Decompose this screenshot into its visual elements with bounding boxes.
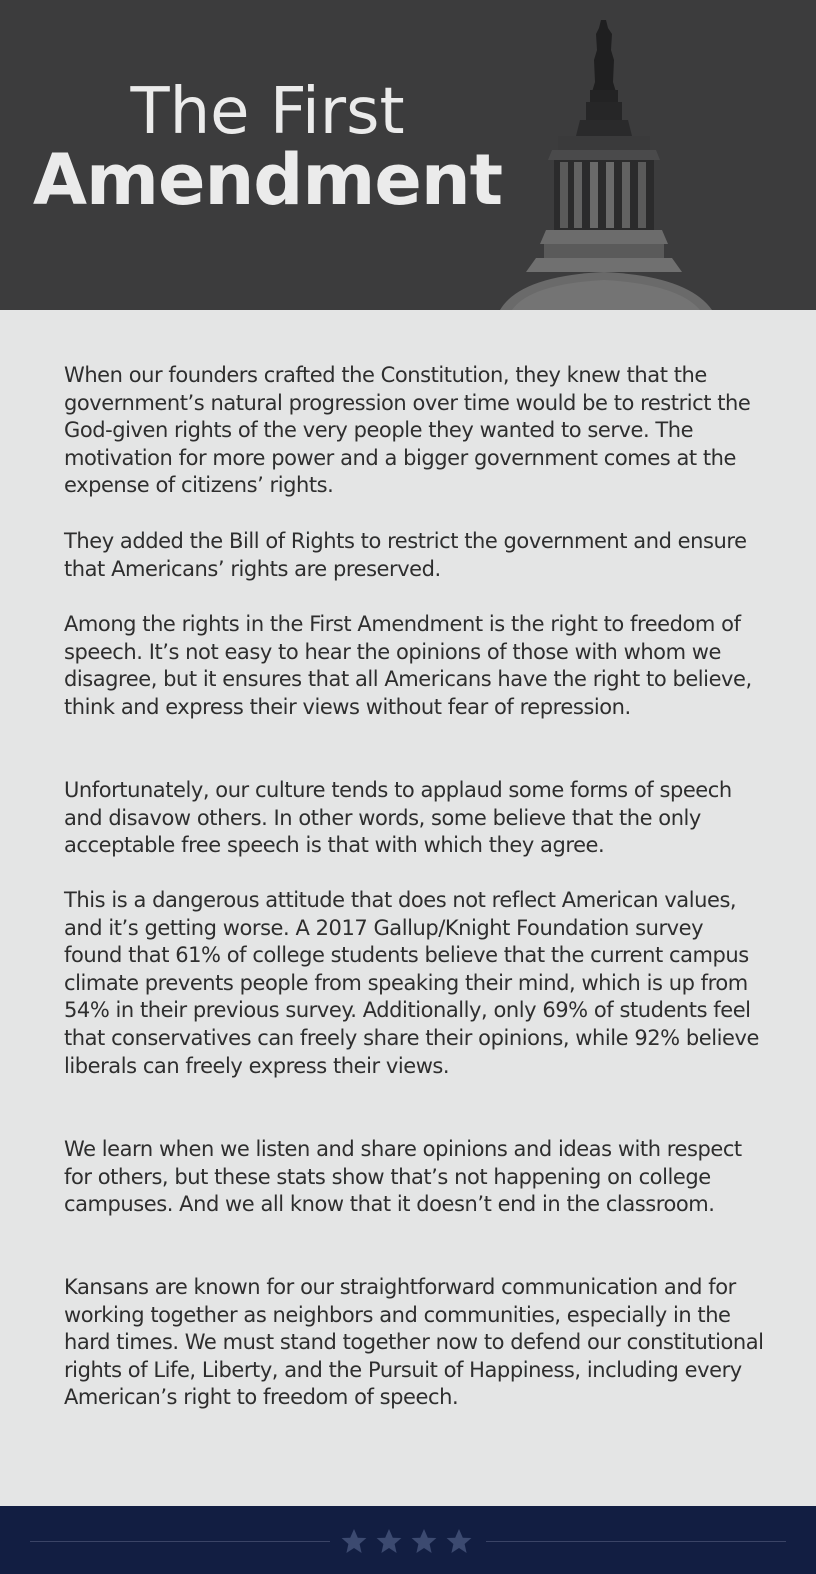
star-icon: [412, 1529, 437, 1553]
paragraph-freedom-of-speech: Among the rights in the First Amendment is the right to freedom of speech. It’s not easy to hear the opinions of those with whom we disagree, but it ensures that all Americans have the right to believe, think and express their views without fear of repression.: [64, 612, 752, 719]
footer-divider-right: [486, 1541, 786, 1542]
paragraph-culture: Unfortunately, our culture tends to applaud some forms of speech and disavow others. In other words, some believe that the only acceptable free speech is that with which they agree.: [64, 778, 732, 858]
capitol-dome-icon: [500, 0, 720, 310]
star-icon: [377, 1529, 402, 1553]
paragraph-kansans: Kansans are known for our straightforward communication and for working together as neighbors and communities, especially in the hard times. We must stand together now to defend our constitutional rights of Life, Liberty, and the Pursuit of Happiness, including every American’s right to freedom of speech.: [64, 1275, 764, 1410]
page-title-line2: Amendment: [32, 139, 503, 221]
paragraph-campuses: We learn when we listen and share opinions and ideas with respect for others, but these stats show that’s not happening on college campuses. And we all know that it doesn’t end in the classroom.: [64, 1137, 742, 1217]
article-body: [0, 310, 816, 1506]
page-title-line1: The First: [130, 75, 405, 149]
paragraph-bill-of-rights: They added the Bill of Rights to restrict the government and ensure that Americans’ rights are preserved.: [64, 529, 747, 581]
footer-bar: [0, 1506, 816, 1574]
star-icon: [447, 1529, 472, 1553]
star-icon: [342, 1529, 367, 1553]
header-banner: [0, 0, 816, 310]
paragraph-survey: This is a dangerous attitude that does not reflect American values, and it’s getting worse. A 2017 Gallup/Knight Foundation survey found that 61% of college students believe that the current campus climate prevents people from speaking their mind, which is up from 54% in their previous survey. Additionally, only 69% of students feel that conservatives can freely share their opinions, while 92% believe liberals can freely express their views.: [64, 888, 759, 1078]
footer-divider-left: [30, 1541, 330, 1542]
paragraph-founders: When our founders crafted the Constitution, they knew that the government’s natural progression over time would be to restrict the God-given rights of the very people they wanted to serve. The motivation for more power and a bigger government comes at the expense of citizens’ rights.: [64, 363, 751, 498]
footer-stars: [338, 1522, 478, 1562]
